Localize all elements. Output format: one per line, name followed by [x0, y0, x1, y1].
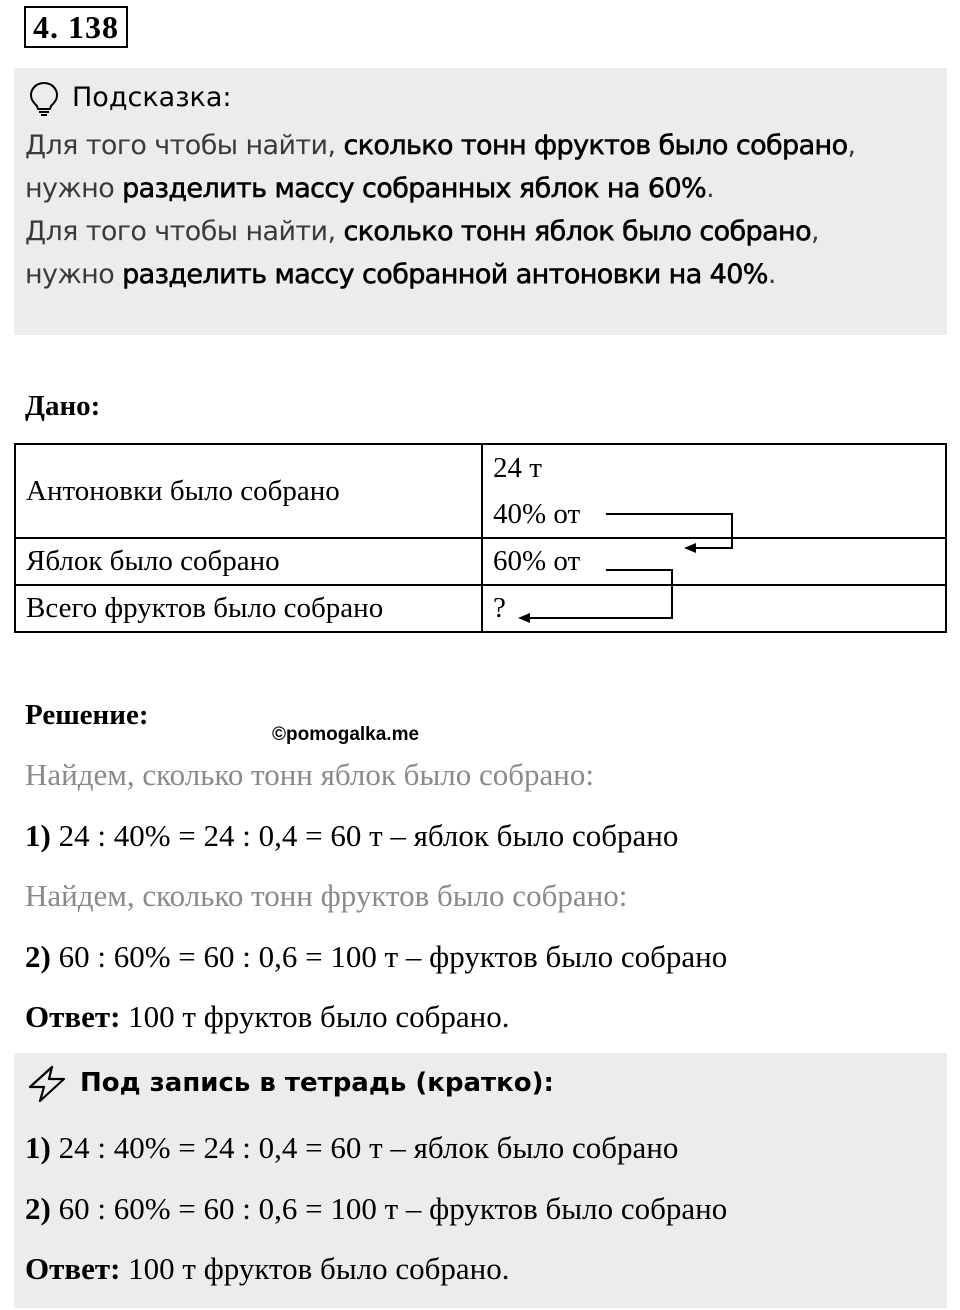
answer-line: Ответ: 100 т фруктов было собрано.: [25, 999, 510, 1034]
brief-title-text: Под запись в тетрадь (кратко):: [80, 1068, 554, 1098]
brief-step1-line: 1) 24 : 40% = 24 : 0,4 = 60 т – яблок было собрано: [25, 1130, 679, 1165]
brief-step2-line: 2) 60 : 60% = 60 : 0,6 = 100 т – фруктов было собрано: [25, 1191, 728, 1226]
row-label: Яблок было собрано: [15, 538, 482, 585]
step1-line: 1) 24 : 40% = 24 : 0,4 = 60 т – яблок было собрано: [25, 818, 679, 853]
lightbulb-icon: [28, 81, 60, 117]
step2-intro: Найдем, сколько тонн фруктов было собрано:: [25, 878, 628, 913]
hint-text: [25, 124, 940, 296]
step2-line: 2) 60 : 60% = 60 : 0,6 = 100 т – фруктов было собрано: [25, 939, 728, 974]
hint-line-1: Для того чтобы найти, сколько тонн фруктов было собрано,: [25, 130, 856, 161]
row-label: Антоновки было собрано: [15, 444, 482, 538]
table-row: [15, 585, 946, 632]
table-row: [15, 444, 946, 538]
hint-line-4: нужно разделить массу собранной антоновки на 40%.: [25, 259, 776, 290]
solution-heading: Решение:: [25, 699, 149, 731]
hint-line-3: Для того чтобы найти, сколько тонн яблок было собрано,: [25, 216, 819, 247]
row-value: 24 т 40% от: [482, 444, 946, 538]
problem-number: 4. 138: [24, 6, 128, 48]
watermark: ©pomogalka.me: [272, 724, 420, 745]
row-value: 60% от: [482, 538, 946, 585]
hint-title-text: Подсказка:: [72, 82, 232, 113]
row-value: ?: [482, 585, 946, 632]
table-row: [15, 538, 946, 585]
brief-answer-line: Ответ: 100 т фруктов было собрано.: [25, 1251, 510, 1286]
hint-line-2: нужно разделить массу собранных яблок на 60%.: [25, 173, 715, 204]
step1-intro: Найдем, сколько тонн яблок было собрано:: [25, 757, 594, 792]
given-heading: Дано:: [25, 390, 101, 422]
given-table: [14, 443, 947, 633]
lightning-icon: [26, 1065, 68, 1103]
row-label: Всего фруктов было собрано: [15, 585, 482, 632]
